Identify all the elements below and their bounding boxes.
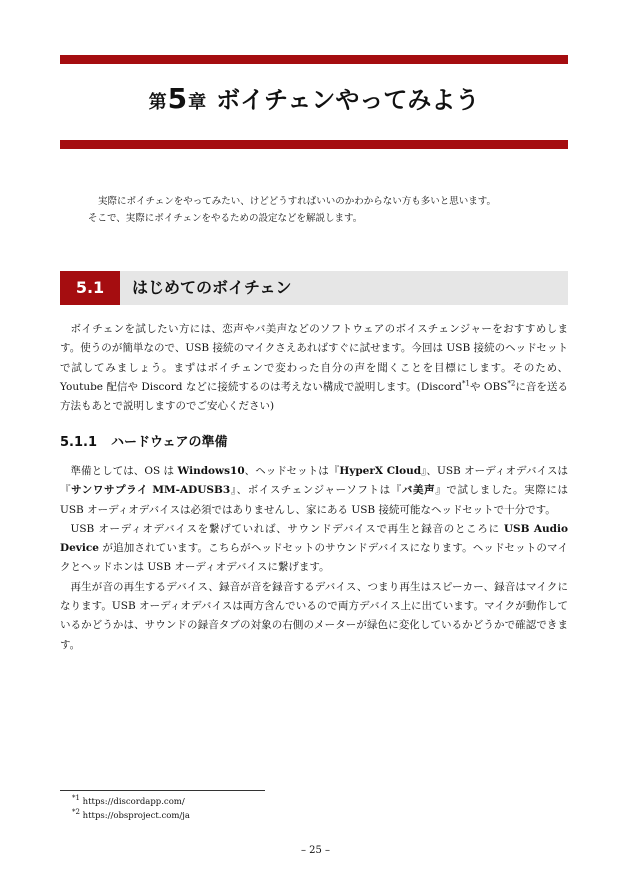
page-number: – 25 – xyxy=(300,845,331,856)
device-name: サンワサプライ MM-ADUSB3 xyxy=(71,484,231,497)
chapter-title xyxy=(60,80,568,124)
headset-name: HyperX Cloud xyxy=(339,465,422,477)
footnote-rule xyxy=(60,790,265,791)
section-title: はじめてのボイチェン xyxy=(132,278,292,297)
subsection-title: ハードウェアの準備 xyxy=(111,435,228,450)
paragraph-preparation: 準備としては、OS は Windows10、ヘッドセットは『HyperX Cloud』、USB オーディオデバイスは『サンワサプライ MM-ADUSB3』、ボイスチェンジャーソフトは『バ美声』で試しました。実際には USB オーディオデバイスは必須ではありませんし、家にある USB 接続可能なヘッドセットで十分です。 xyxy=(60,465,569,516)
footnote-2-url[interactable]: https://obsproject.com/ja xyxy=(82,811,190,821)
subsection-heading xyxy=(60,432,228,454)
section-heading xyxy=(60,271,568,305)
subsection-number: 5.1.1 xyxy=(60,435,98,450)
footnotes xyxy=(72,795,190,823)
footnote-2: $^{*2}$ https://obsproject.com/ja xyxy=(72,808,190,821)
chapter-prefix: 第 xyxy=(148,92,167,113)
chapter-top-rule xyxy=(60,55,568,64)
chapter-suffix: 章 xyxy=(188,92,207,113)
section-number: 5.1 xyxy=(60,271,120,305)
paragraph-sound-device: USB オーディオデバイスを繋げていれば、サウンドデバイスで再生と録音のところに USB Audio Device が追加されています。こちらがヘッドセットのサウンドデバイスになります。ヘッドセットのマイクとヘッドホンは USB オーディオデバイスに繋げます。 xyxy=(60,522,568,574)
usb-audio-device: USB Audio Device xyxy=(60,522,568,555)
paragraph-playback-recording: 再生が音の再生するデバイス、録音が音を録音するデバイス、つまり再生はスピーカー、録音はマイクになります。USB オーディオデバイスは両方含んでいるので両方デバイス上に出ています。マイクが動作しているかどうかは、サウンドの録音タブの対象の右側のメーターが緑色に変化しているかどうかで確認できます。 xyxy=(60,580,568,651)
paragraph-intro-text: ボイチェンを試したい方には、恋声やバ美声などのソフトウェアのボイスチェンジャーをおすすめします。使うのが簡単なので、USB 接続のマイクさえあればすぐに試せます。今回は USB 接続のヘッドセットで試してみましょう。まずはボイチェンで変わった自分の声を聞くことを目標にします。そのため、Youtube 配信や Discord などに接続するのは考えない構成で説明します。(Discord$^{*1}$や OBS$^{*2}$に音を送る方法もあとで説明しますのでご安心ください) xyxy=(60,323,568,413)
os-name: Windows10 xyxy=(177,465,245,477)
lead-line-1: 実際にボイチェンをやってみたい、けどどうすればいいのかわからない方も多いと思います。 xyxy=(98,196,496,207)
footnote-ref-2[interactable]: *2 xyxy=(507,379,516,388)
hardware-paragraphs xyxy=(60,462,568,655)
footnote-ref-1[interactable]: *1 xyxy=(461,379,470,388)
footnote-1: $^{*1}$ https://discordapp.com/ xyxy=(72,794,185,807)
chapter-lead xyxy=(88,193,568,227)
lead-line-2: そこで、実際にボイチェンをやるための設定などを解説します。 xyxy=(88,213,363,224)
chapter-bottom-rule xyxy=(60,140,568,149)
chapter-title-text: ボイチェンやってみよう xyxy=(216,86,480,114)
software-name: バ美声 xyxy=(401,484,436,497)
chapter-number: 5 xyxy=(167,82,188,115)
footnote-1-url[interactable]: https://discordapp.com/ xyxy=(82,797,185,807)
paragraph-intro xyxy=(60,320,568,416)
